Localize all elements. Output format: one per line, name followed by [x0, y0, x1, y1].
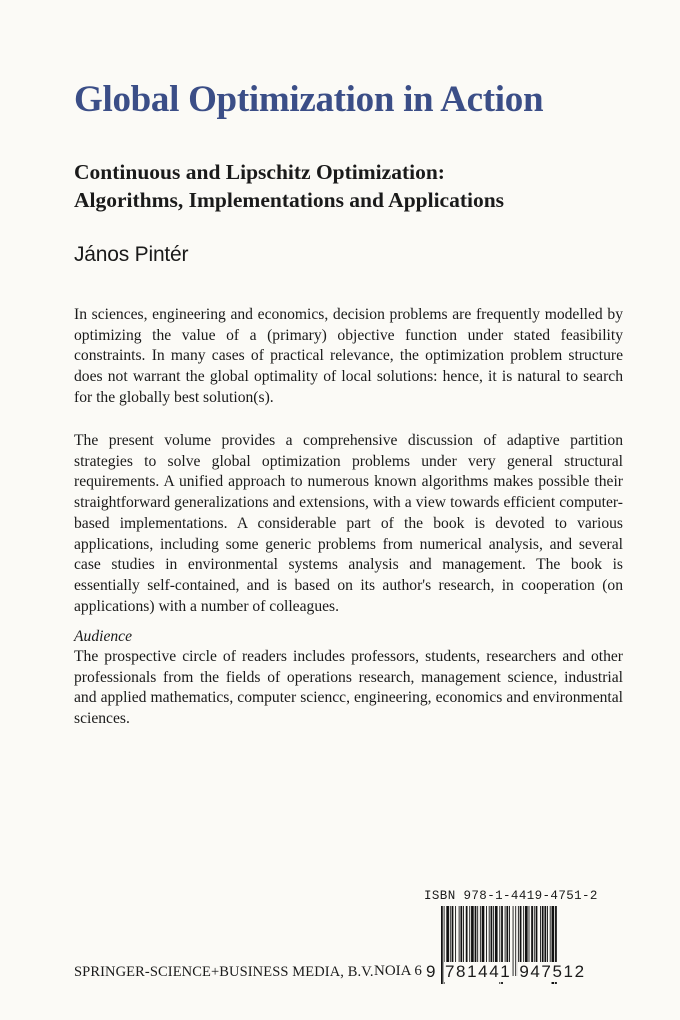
barcode-digit-group-2: 947512 — [519, 962, 586, 981]
audience-paragraph: The prospective circle of readers includes professors, students, researchers and other professionals from the fields of operations research, management science, industrial and applied mathematics, computer sciencc, engineering, economics and environmental sciences. — [74, 648, 623, 728]
book-title: Global Optimization in Action — [74, 79, 544, 120]
description-paragraph-2: The present volume provides a comprehensive discussion of adaptive partition strategies to solve global optimization problems under very general structural requirements. A unified approach to numerous known algorithms makes possible their straightforward generalizations and extensions, with a view towards efficient computer-based implementations. A considerable part of the book is devoted to various applications, including some generic problems from numerical analysis, and several case studies in environmental systems analysis and management. The book is essentially self-contained, and is based on its author's research, in cooperation (on applications) with a number of colleagues. — [74, 432, 623, 615]
description-paragraph-1: In sciences, engineering and economics, decision problems are frequently modelled by optimizing the value of a (primary) objective function under stated feasibility constraints. In many cases of practical relevance, the optimization problem structure does not warrant the global optimality of local solutions: hence, it is natural to search for the globally best solution(s). — [74, 306, 623, 406]
barcode-first-digit: 9 — [426, 962, 436, 981]
audience-heading: Audience — [74, 628, 133, 645]
series-label: NOIA 6 — [374, 963, 422, 979]
barcode-digits — [426, 962, 587, 982]
subtitle-line-2: Algorithms, Implementations and Applications — [74, 188, 505, 212]
barcode-digit-group-1: 781441 — [445, 962, 512, 981]
subtitle-line-1: Continuous and Lipschitz Optimization: — [74, 160, 445, 184]
publisher-name: SPRINGER-SCIENCE+BUSINESS MEDIA, B.V. — [74, 964, 374, 980]
book-subtitle — [74, 158, 504, 214]
isbn-label: ISBN 978-1-4419-4751-2 — [424, 889, 598, 903]
book-author: János Pintér — [74, 243, 189, 266]
